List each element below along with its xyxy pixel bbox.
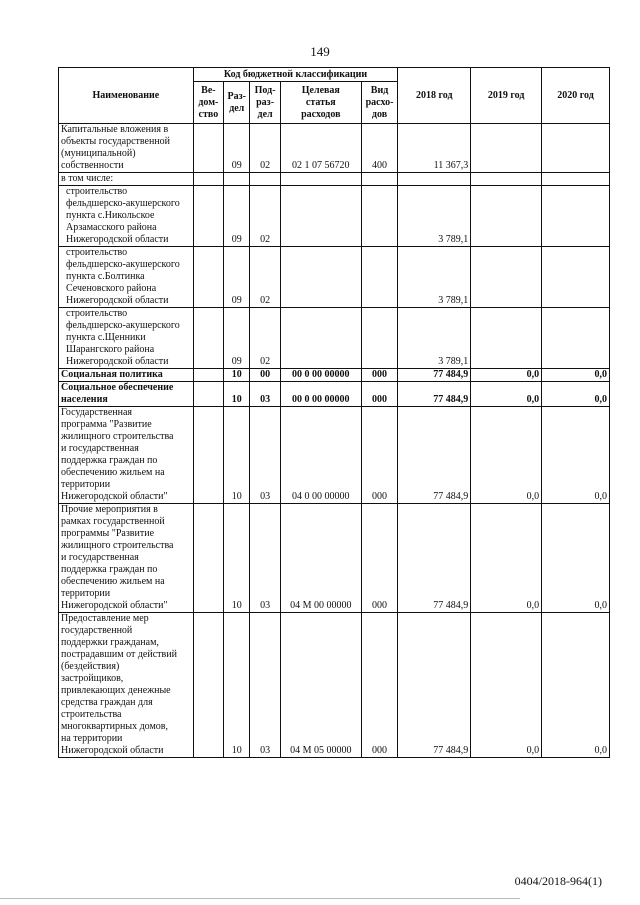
table-row — [59, 369, 610, 382]
table-row — [59, 407, 610, 504]
footer-divider — [0, 898, 520, 899]
cell-ved — [193, 504, 223, 613]
cell-razdel: 09 — [224, 308, 250, 369]
cell-name: Предоставление мер государственной поддержки гражданам, пострадавшим от действий (бездействия) застройщиков, привлекающих денежные средства граждан для строительства многоквартирных домов, на территории Нижегородской области — [59, 613, 194, 758]
header-2018: 2018 год — [398, 68, 471, 124]
cell-y2020: 0,0 — [542, 613, 610, 758]
cell-vr: 000 — [361, 613, 397, 758]
table-row — [59, 504, 610, 613]
cell-podrazdel: 03 — [250, 407, 280, 504]
cell-name: Социальное обеспечение населения — [59, 382, 194, 407]
document-code: 0404/2018-964(1) — [514, 874, 602, 888]
cell-y2019 — [471, 308, 542, 369]
cell-y2019 — [471, 124, 542, 173]
cell-ved — [193, 369, 223, 382]
cell-y2019: 0,0 — [471, 407, 542, 504]
cell-name: строительство фельдшерско-акушерского пункта с.Щенники Шарангского района Нижегородской области — [59, 308, 194, 369]
table-row — [59, 247, 610, 308]
cell-y2018: 77 484,9 — [398, 613, 471, 758]
cell-name: строительство фельдшерско-акушерского пункта с.Никольское Арзамасского района Нижегородской области — [59, 186, 194, 247]
cell-y2020 — [542, 124, 610, 173]
cell-razdel: 10 — [224, 504, 250, 613]
header-row-group — [59, 68, 610, 82]
cell-vr — [361, 173, 397, 186]
cell-ved — [193, 173, 223, 186]
cell-csr: 00 0 00 00000 — [280, 369, 361, 382]
cell-ved — [193, 308, 223, 369]
cell-csr — [280, 173, 361, 186]
header-name: Наименование — [59, 68, 194, 124]
cell-y2019: 0,0 — [471, 369, 542, 382]
cell-vr — [361, 247, 397, 308]
cell-y2018: 77 484,9 — [398, 504, 471, 613]
cell-name: Государственная программа "Развитие жилищного строительства и государственная поддержка граждан по обеспечению жильем на территории Нижегородской области" — [59, 407, 194, 504]
cell-csr: 04 М 05 00000 — [280, 613, 361, 758]
cell-podrazdel: 00 — [250, 369, 280, 382]
header-classification-group: Код бюджетной классификации — [193, 68, 398, 82]
table-row — [59, 173, 610, 186]
cell-ved — [193, 382, 223, 407]
cell-vr: 400 — [361, 124, 397, 173]
table-row — [59, 382, 610, 407]
cell-razdel: 10 — [224, 407, 250, 504]
cell-podrazdel: 02 — [250, 247, 280, 308]
header-2020: 2020 год — [542, 68, 610, 124]
cell-y2020 — [542, 173, 610, 186]
cell-y2020: 0,0 — [542, 407, 610, 504]
cell-y2020 — [542, 186, 610, 247]
page-number: 149 — [310, 44, 330, 59]
cell-y2018 — [398, 173, 471, 186]
cell-csr: 04 0 00 00000 — [280, 407, 361, 504]
header-csr: Целевая статья расходов — [280, 82, 361, 124]
cell-csr — [280, 247, 361, 308]
cell-ved — [193, 186, 223, 247]
cell-name: Социальная политика — [59, 369, 194, 382]
cell-vr: 000 — [361, 407, 397, 504]
cell-razdel: 09 — [224, 186, 250, 247]
table-row — [59, 613, 610, 758]
cell-podrazdel: 02 — [250, 124, 280, 173]
cell-razdel: 09 — [224, 124, 250, 173]
cell-podrazdel: 02 — [250, 186, 280, 247]
cell-name: Капитальные вложения в объекты государственной (муниципальной) собственности — [59, 124, 194, 173]
header-vr: Вид расхо- дов — [361, 82, 397, 124]
cell-y2020 — [542, 308, 610, 369]
cell-y2020 — [542, 247, 610, 308]
header-2019: 2019 год — [471, 68, 542, 124]
cell-y2020: 0,0 — [542, 504, 610, 613]
cell-podrazdel: 02 — [250, 308, 280, 369]
table-row — [59, 186, 610, 247]
cell-podrazdel: 03 — [250, 382, 280, 407]
cell-podrazdel: 03 — [250, 504, 280, 613]
cell-vr — [361, 308, 397, 369]
cell-y2019 — [471, 186, 542, 247]
cell-csr: 04 М 00 00000 — [280, 504, 361, 613]
header-ved: Ве- дом- ство — [193, 82, 223, 124]
cell-name: в том числе: — [59, 173, 194, 186]
cell-ved — [193, 407, 223, 504]
cell-y2018: 3 789,1 — [398, 247, 471, 308]
table-row — [59, 124, 610, 173]
cell-y2018: 77 484,9 — [398, 369, 471, 382]
cell-razdel: 10 — [224, 382, 250, 407]
cell-y2019 — [471, 173, 542, 186]
cell-podrazdel — [250, 173, 280, 186]
cell-ved — [193, 613, 223, 758]
cell-y2019: 0,0 — [471, 504, 542, 613]
table-row — [59, 308, 610, 369]
cell-vr: 000 — [361, 382, 397, 407]
cell-csr: 02 1 07 56720 — [280, 124, 361, 173]
cell-csr: 00 0 00 00000 — [280, 382, 361, 407]
cell-name: Прочие мероприятия в рамках государственной программы "Развитие жилищного строительства и государственная поддержка граждан по обеспечению жильем на территории Нижегородской области" — [59, 504, 194, 613]
cell-y2020: 0,0 — [542, 369, 610, 382]
cell-vr: 000 — [361, 369, 397, 382]
cell-csr — [280, 186, 361, 247]
cell-y2019 — [471, 247, 542, 308]
cell-y2018: 3 789,1 — [398, 186, 471, 247]
cell-podrazdel: 03 — [250, 613, 280, 758]
cell-vr: 000 — [361, 504, 397, 613]
header-podrazdel: Под- раз- дел — [250, 82, 280, 124]
cell-vr — [361, 186, 397, 247]
cell-y2018: 3 789,1 — [398, 308, 471, 369]
budget-table — [58, 67, 610, 758]
cell-y2019: 0,0 — [471, 613, 542, 758]
cell-csr — [280, 308, 361, 369]
cell-y2019: 0,0 — [471, 382, 542, 407]
cell-y2018: 77 484,9 — [398, 382, 471, 407]
cell-y2020: 0,0 — [542, 382, 610, 407]
header-razdel: Раз- дел — [224, 82, 250, 124]
cell-razdel — [224, 173, 250, 186]
cell-razdel: 10 — [224, 369, 250, 382]
cell-razdel: 09 — [224, 247, 250, 308]
cell-y2018: 11 367,3 — [398, 124, 471, 173]
cell-name: строительство фельдшерско-акушерского пункта с.Болтинка Сеченовского района Нижегородской области — [59, 247, 194, 308]
cell-razdel: 10 — [224, 613, 250, 758]
cell-ved — [193, 247, 223, 308]
cell-y2018: 77 484,9 — [398, 407, 471, 504]
cell-ved — [193, 124, 223, 173]
